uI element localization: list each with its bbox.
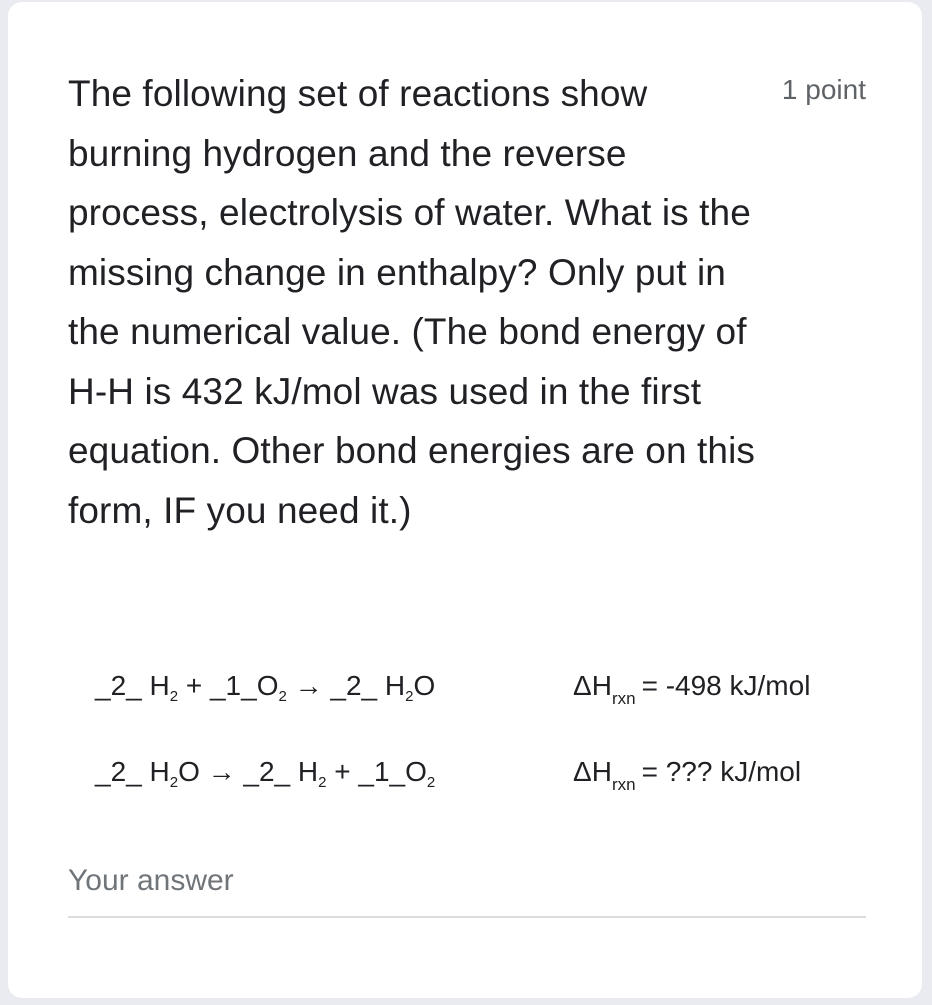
answer-underline bbox=[68, 916, 866, 918]
subscript: 2 bbox=[169, 774, 179, 791]
subscript: 2 bbox=[169, 688, 179, 705]
delta-h: ΔH bbox=[573, 670, 612, 701]
enthalpy-value bbox=[573, 756, 802, 794]
answer-input[interactable]: Your answer bbox=[68, 864, 234, 897]
subscript: 2 bbox=[318, 774, 327, 791]
eq-part: _2_ H bbox=[95, 756, 170, 787]
subscript: 2 bbox=[426, 774, 436, 791]
enthalpy-number: = -498 kJ/mol bbox=[641, 670, 811, 701]
rxn-subscript: rxn bbox=[611, 775, 636, 794]
eq-part: + _1_O bbox=[326, 756, 427, 787]
equation-formula bbox=[95, 670, 436, 705]
eq-part: O → _2_ H bbox=[178, 756, 319, 787]
delta-h: ΔH bbox=[573, 756, 612, 787]
question-text: The following set of reactions show burning hydrogen and the reverse process, electrolysis of water. What is the missing change in enthalpy? Only put in the numerical value. (The bond energy of H-H is 432 kJ/mol was used in the first equation. Other bond energies are on this form, IF you need it.) bbox=[68, 73, 756, 531]
enthalpy-value bbox=[573, 670, 811, 708]
subscript: 2 bbox=[278, 688, 287, 705]
enthalpy-number: = ??? kJ/mol bbox=[641, 756, 802, 787]
question-card bbox=[8, 2, 922, 998]
points-label: 1 point bbox=[781, 74, 866, 105]
rxn-subscript: rxn bbox=[611, 689, 636, 708]
reaction-arrow: → bbox=[286, 670, 331, 701]
subscript: 2 bbox=[405, 688, 414, 705]
eq-part: O bbox=[413, 670, 436, 701]
equation-formula bbox=[95, 756, 436, 791]
eq-part: _2_ H bbox=[330, 670, 406, 701]
eq-part: + _1_O bbox=[178, 670, 279, 701]
eq-part: _2_ H bbox=[95, 670, 170, 701]
